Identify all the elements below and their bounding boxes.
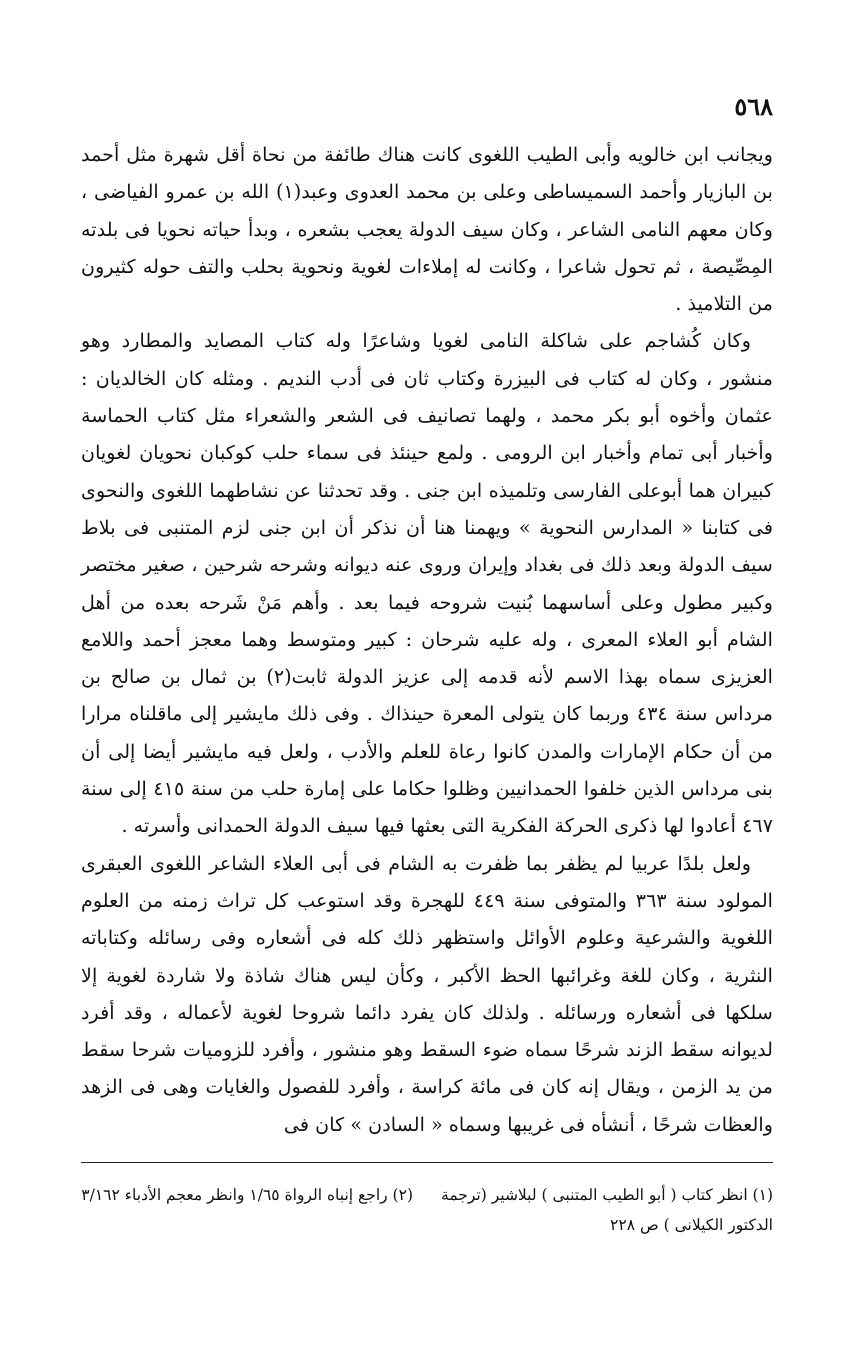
page-number: ٥٦٨ [734,92,773,121]
paragraph-2: وكان كُشاجم على شاكلة النامى لغويا وشاعرًا وله كتاب المصايد والمطارد وهو منشور ، وكان له كتاب فى البيزرة وكتاب ثان فى أدب النديم . ومثله كان الخالديان : عثمان وأخوه أبو بكر محمد ، ولهما تصانيف فى الشعر والشعراء مثل كتاب الحماسة وأخبار أبى تمام وأخبار ابن الرومى . ولمع حينئذ فى سماء حلب كوكبان نحويان لغويان كبيران هما أبوعلى الفارسى وتلميذه ابن جنى . وقد تحدثنا عن نشاطهما اللغوى والنحوى فى كتابنا « المدارس النحوية » ويهمنا هنا أن نذكر أن ابن جنى لزم المتنبى فى بلاط سيف الدولة وبعد ذلك فى بغداد وإيران وروى عنه ديوانه وشرحه شرحين ، صغير مختصر وكبير مطول وعلى أساسهما بُنيت شروحه فيما بعد . وأهم مَنْ شَرحه بعده من أهل الشام أبو العلاء المعرى ، وله عليه شرحان : كبير ومتوسط وهما معجز أحمد واللامع العزيزى سماه بهذا الاسم لأنه قدمه إلى عزيز الدولة ثابت(٢) بن ثمال بن صالح بن مرداس سنة ٤٣٤ وربما كان يتولى المعرة حينذاك . وفى ذلك مايشير إلى ماقلناه مرارا من أن حكام الإمارات والمدن كانوا رعاة للعلم والأدب ، ولعل فيه مايشير أيضا إلى أن بنى مرداس الذين خلفوا الحمدانيين وظلوا حكاما على إمارة حلب من سنة ٤١٥ إلى سنة ٤٦٧ أعادوا لها ذكرى الحركة الفكرية التى بعثها فيها سيف الدولة الحمدانى وأسرته . [81,329,773,838]
footnotes [81,1180,773,1240]
footnote-divider [81,1162,773,1163]
body-text [81,136,773,1143]
footnote-2: (٢) راجع إنباه الرواة ١/٦٥ وانظر معجم الأدباء ٣/١٦٢ [81,1186,413,1204]
paragraph-3: ولعل بلدًا عربيا لم يظفر بما ظفرت به الشام فى أبى العلاء الشاعر اللغوى العبقرى المولود سنة ٣٦٣ والمتوفى سنة ٤٤٩ للهجرة وقد استوعب كل تراث زمنه من العلوم اللغوية والشرعية وعلوم الأوائل واستظهر ذلك كله فى أشعاره وفى رسائله وكتاباته النثرية ، وكان للغة وغرائبها الحظ الأكبر ، وكأن ليس هناك شاذة ولا شاردة لغوية إلا سلكها فى أشعاره ورسائله . ولذلك كان يفرد دائما شروحا لغوية لأعماله ، وقد أفرد لديوانه سقط الزند شرحًا سماه ضوء السقط وهو منشور ، وأفرد للزوميات شرحا سقط من يد الزمن ، ويقال إنه كان فى مائة كراسة ، وأفرد للفصول والغايات وهى فى الزهد والعظات شرحًا ، أنشأه فى غريبها وسماه « السادن » كان فى [81,851,774,1136]
paragraph-1: ويجانب ابن خالويه وأبى الطيب اللغوى كانت هناك طائفة من نحاة أقل شهرة مثل أحمد بن البازيار وأحمد السميساطى وعلى بن محمد العدوى وعبد(١) الله بن عمرو الفياضى ، وكان معهم النامى الشاعر ، وكان سيف الدولة يعجب بشعره ، وبدأ حياته نحويا فى بلدته المِصِّيصة ، ثم تحول شاعرا ، وكانت له إملاءات لغوية ونحوية بحلب والتف حوله كثيرون من التلاميذ . [81,143,774,316]
footnote-1: (١) انظر كتاب ( أبو الطيب المتنبى ) لبلاشير (ترجمة الدكتور الكيلانى ) ص ٢٢٨ [441,1186,773,1234]
